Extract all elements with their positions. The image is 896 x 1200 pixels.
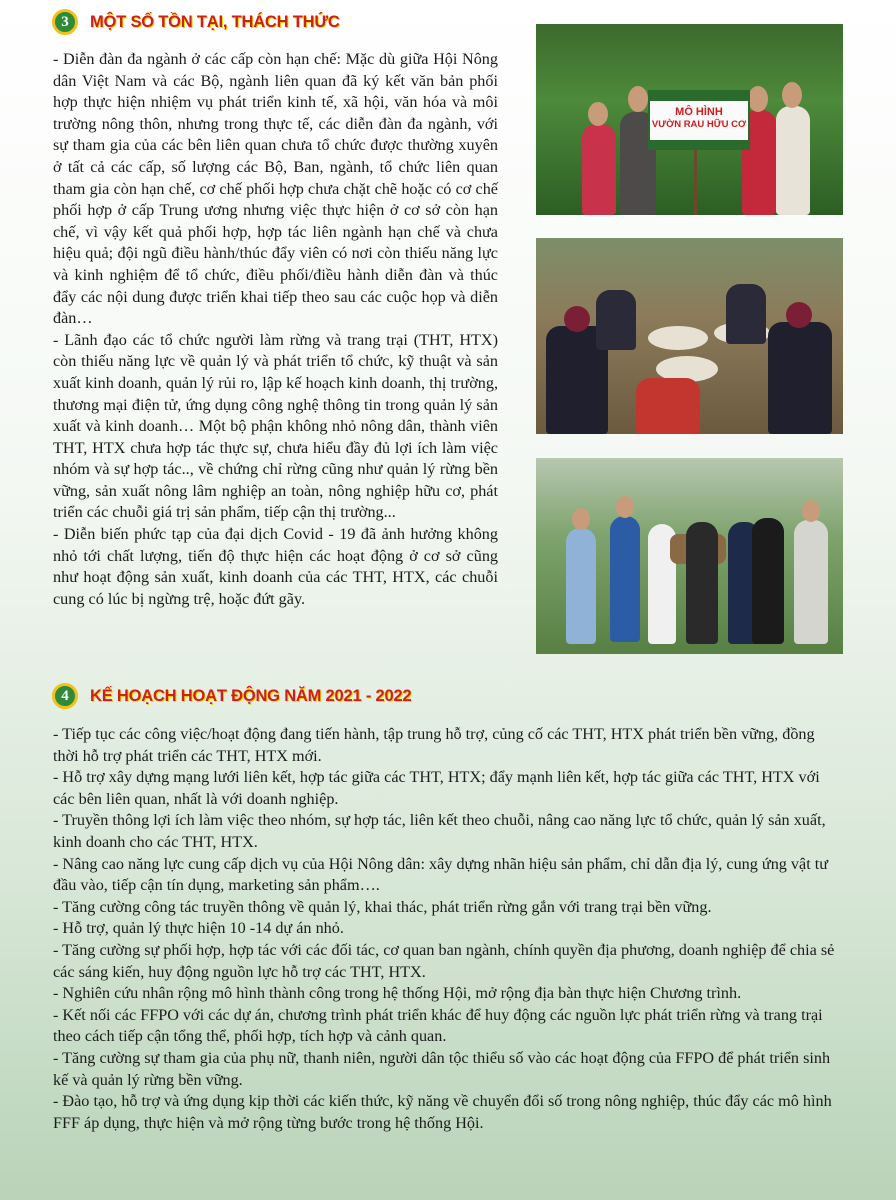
list-item: - Đào tạo, hỗ trợ và ứng dụng kịp thời các kiến thức, kỹ năng về chuyển đổi số trong nông nghiệp, thúc đẩy các mô hình FFF áp dụng, thực hiện và mở rộng từng bước trong hệ thống Hội. [53,1092,832,1132]
person-figure [610,516,640,642]
person-head [564,306,590,332]
section-3-body [53,49,498,610]
person-head [786,302,812,328]
list-item: - Tăng cường công tác truyền thông về quản lý, khai thác, phát triển rừng gắn với trang trại bền vững. [53,897,712,916]
person-figure [726,284,766,344]
sign-title: MÔ HÌNH [675,106,723,118]
tray [648,326,708,350]
person-figure [776,106,810,215]
photo-organic-garden [536,24,843,215]
person-figure [566,528,596,644]
sign-subtitle: VƯỜN RAU HỮU CƠ [651,119,747,130]
person-head [782,82,802,108]
model-sign [648,90,750,150]
paragraph: - Diễn đàn đa ngành ở các cấp còn hạn chế: Mặc dù giữa Hội Nông dân Việt Nam và các Bộ, ngành liên quan đã ký kết văn bản phối hợp thực hiện nhiệm vụ phát triển kinh tế, xã hội, văn hóa và môi trường nông thôn, nhưng trong thực tế, các diễn đàn đa ngành, với sự tham gia của các bên liên quan chưa tổ chức được thường xuyên ở tất cả các cấp, số lượng các Bộ, Ban, ngành, tổ chức liên quan tham gia còn hạn chế, cơ chế phối hợp chưa chặt chẽ hoặc có cơ chế phối hợp ở cấp Trung ương nhưng việc thực hiện ở cơ sở còn hạn chế, vì vậy kết quả phối hợp, hợp tác liên ngành hạn chế và chưa hiệu quả; đội ngũ điều hành/thúc đẩy viên có nơi còn thiếu năng lực và kinh nghiệm để tổ chức, điều phối/điều hành diễn đàn và thúc đẩy các nội dung được triển khai tiếp theo sau các cuộc họp và diễn đàn… [53,50,498,328]
sign-pole [694,144,697,215]
section-number-badge: 3 [52,9,78,35]
person-figure [596,290,636,350]
person-figure [636,378,700,434]
list-item: - Tăng cường sự tham gia của phụ nữ, thanh niên, người dân tộc thiểu số vào các hoạt động của FFPO để phát triển sinh kế và quản lý rừng bền vững. [53,1048,831,1089]
section-number-badge: 4 [52,683,78,709]
person-figure [752,518,784,644]
paragraph: - Diễn biến phức tạp của đại dịch Covid - 19 đã ảnh hưởng không nhỏ tới chất lượng, tiến độ thực hiện các hoạt động ở cơ sở cũng như hoạt động sản xuất, kinh doanh của các THT, HTX, các chuỗi cung có lúc bị ngừng trệ, hoặc đứt gãy. [53,525,498,608]
section-4-body [53,724,843,1134]
list-item: - Kết nối các FFPO với các dự án, chương trình phát triển khác để huy động các nguồn lực phát triển rừng và trang trại theo cách tiếp cận tổng thể, phối hợp, tích hợp và cảnh quan. [53,1005,823,1046]
list-item: - Hỗ trợ, quản lý thực hiện 10 -14 dự án nhỏ. [53,919,344,938]
person-head [616,496,634,518]
person-figure [794,520,828,644]
person-head [628,86,648,112]
list-item: - Tăng cường sự phối hợp, hợp tác với các đối tác, cơ quan ban ngành, chính quyền địa phương, doanh nghiệp để chia sẻ các sáng kiến, huy động nguồn lực hỗ trợ các THT, HTX. [53,940,835,981]
list-item: - Truyền thông lợi ích làm việc theo nhóm, sự hợp tác, liên kết theo chuỗi, nâng cao năng lực tổ chức, quản lý sản xuất, kinh doanh cho các THT, HTX. [53,811,826,851]
person-head [572,508,590,530]
section-4-heading [52,683,411,709]
photo-women-group [536,238,843,434]
person-figure [768,322,832,434]
person-figure [582,124,616,215]
list-item: - Tiếp tục các công việc/hoạt động đang tiến hành, tập trung hỗ trợ, củng cố các THT, HTX phát triển bền vững, đồng thời hỗ trợ phát triển các THT, HTX mới. [53,725,815,765]
list-item: - Nghiên cứu nhân rộng mô hình thành công trong hệ thống Hội, mở rộng địa bàn thực hiện Chương trình. [53,984,742,1003]
person-head [802,500,820,522]
list-item: - Nâng cao năng lực cung cấp dịch vụ của Hội Nông dân: xây dựng nhãn hiệu sản phẩm, chỉ dẫn địa lý, cung ứng vật tư đầu vào, tiếp cận tín dụng, marketing sản phẩm…. [53,854,829,895]
person-head [588,102,608,126]
list-item: - Hỗ trợ xây dựng mạng lưới liên kết, hợp tác giữa các THT, HTX; đẩy mạnh liên kết, hợp tác giữa các THT, HTX với các bên liên quan, nhất là với doanh nghiệp. [53,768,820,808]
person-figure [686,522,718,644]
person-head [748,86,768,112]
paragraph: - Lãnh đạo các tổ chức người làm rừng và trang trại (THT, HTX) còn thiếu năng lực về quản lý và phát triển tổ chức, kỹ thuật và sản xuất kinh doanh, quản lý rủi ro, lập kế hoạch kinh doanh, thị trường, thương mại điện tử, ứng dụng công nghệ thông tin trong quản lý sản xuất và kinh doanh… Một bộ phận không nhỏ nông dân, thành viên THT, HTX chưa hợp tác thực sự, chưa hiểu đầy đủ lợi ích làm việc nhóm và sự hợp tác.., về chứng chỉ rừng cũng như quản lý rừng bền vững, sản xuất nông lâm nghiệp an toàn, nông nghiệp hữu cơ, phát triển các chuỗi giá trị sản phẩm, tiếp cận thị trường... [53,330,498,522]
section-title: KẾ HOẠCH HOẠT ĐỘNG NĂM 2021 - 2022 [90,686,412,705]
section-3-heading [52,9,340,35]
section-title: MỘT SỐ TỒN TẠI, THÁCH THỨC [90,12,340,31]
photo-basket-group [536,458,843,654]
